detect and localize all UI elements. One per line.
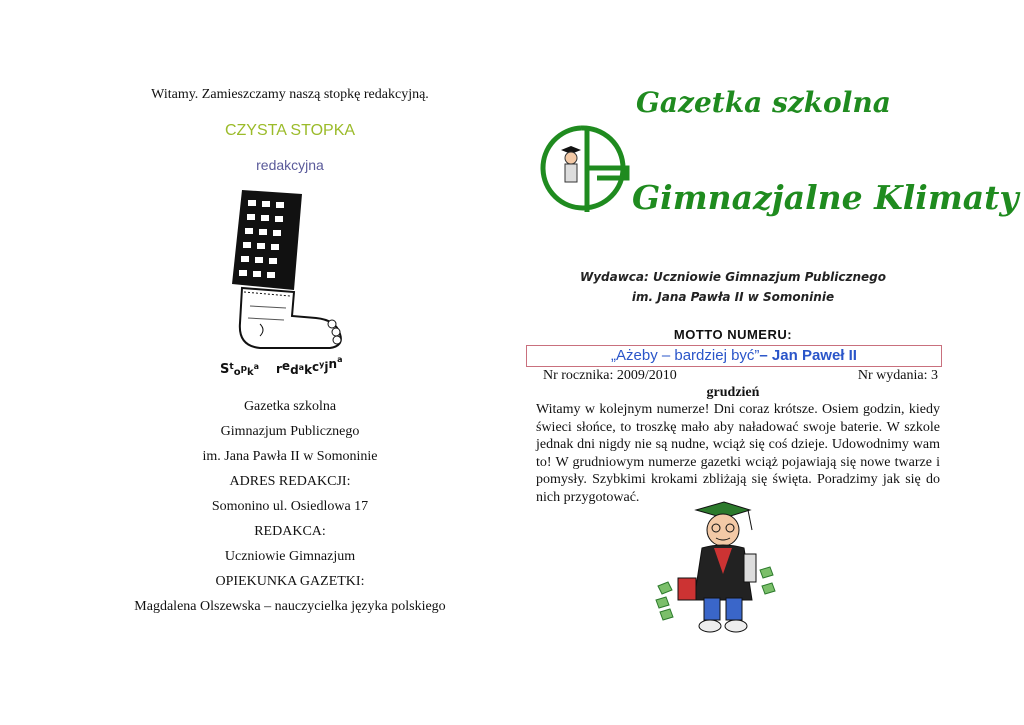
svg-text:redakcyjna: $red^akc^yjn^a$ <box>276 355 343 377</box>
school-logo <box>537 122 633 214</box>
publisher-line-2: im. Jana Pawła II w Somoninie <box>631 290 835 304</box>
info-line-5: Somonino ul. Osiedlowa 17 <box>211 499 369 514</box>
info-line-8: OPIEKUNKA GAZETKI: <box>215 574 365 589</box>
motto-quote: „Ażeby – bardziej być” <box>611 347 760 364</box>
stopka-illustration <box>220 188 370 386</box>
info-line-7: Uczniowie Gimnazjum <box>224 549 356 564</box>
title-gazetka-szkolna: Gazetka szkolna <box>636 86 891 119</box>
info-line-4: ADRES REDAKCJI: <box>229 474 351 489</box>
intro-paragraph: Witamy w kolejnym numerze! Dni coraz krótsze. Osiem godzin, kiedy świeci słońce, to troszkę mało aby naładować swoje baterie. W szkole jednak dni nigdy nie są nudne, wciąż się coś dzieje. Udowodnimy wam to! W grudniowym numerze gazetki wciąż pojawiają się nowe twarze i pomysły. Szybkimi krokami zbliżają się święta. Poradzimy jak się do nich przygotować. <box>536 402 940 505</box>
student-illustration <box>652 500 782 635</box>
info-line-2: Gimnazjum Publicznego <box>220 424 360 439</box>
info-line-6: REDAKCA: <box>254 524 326 539</box>
motto-heading: MOTTO NUMERU: <box>673 327 793 342</box>
welcome-text: Witamy. Zamieszczamy naszą stopkę redakcyjną. <box>151 87 429 102</box>
info-line-1: Gazetka szkolna <box>243 399 337 414</box>
month-label: grudzień <box>706 385 760 400</box>
year-label: Nr rocznika: 2009/2010 <box>543 368 677 383</box>
issue-label: Nr wydania: 3 <box>857 368 938 383</box>
motto-box <box>526 345 942 367</box>
motto-author: – Jan Paweł II <box>759 347 857 364</box>
subheading-redakcyjna: redakcyjna <box>256 157 324 173</box>
publisher-line-1: Wydawca: Uczniowie Gimnazjum Publicznego <box>579 270 887 284</box>
info-line-3: im. Jana Pawła II w Somoninie <box>202 449 378 464</box>
svg-text:Stopka: $S^t_o^p_k^a$ <box>220 362 260 378</box>
heading-czysta-stopka: CZYSTA STOPKA <box>224 122 356 139</box>
title-gimnazjalne-klimaty: Gimnazjalne Klimaty <box>632 178 1019 217</box>
info-line-9: Magdalena Olszewska – nauczycielka języka polskiego <box>134 599 446 614</box>
